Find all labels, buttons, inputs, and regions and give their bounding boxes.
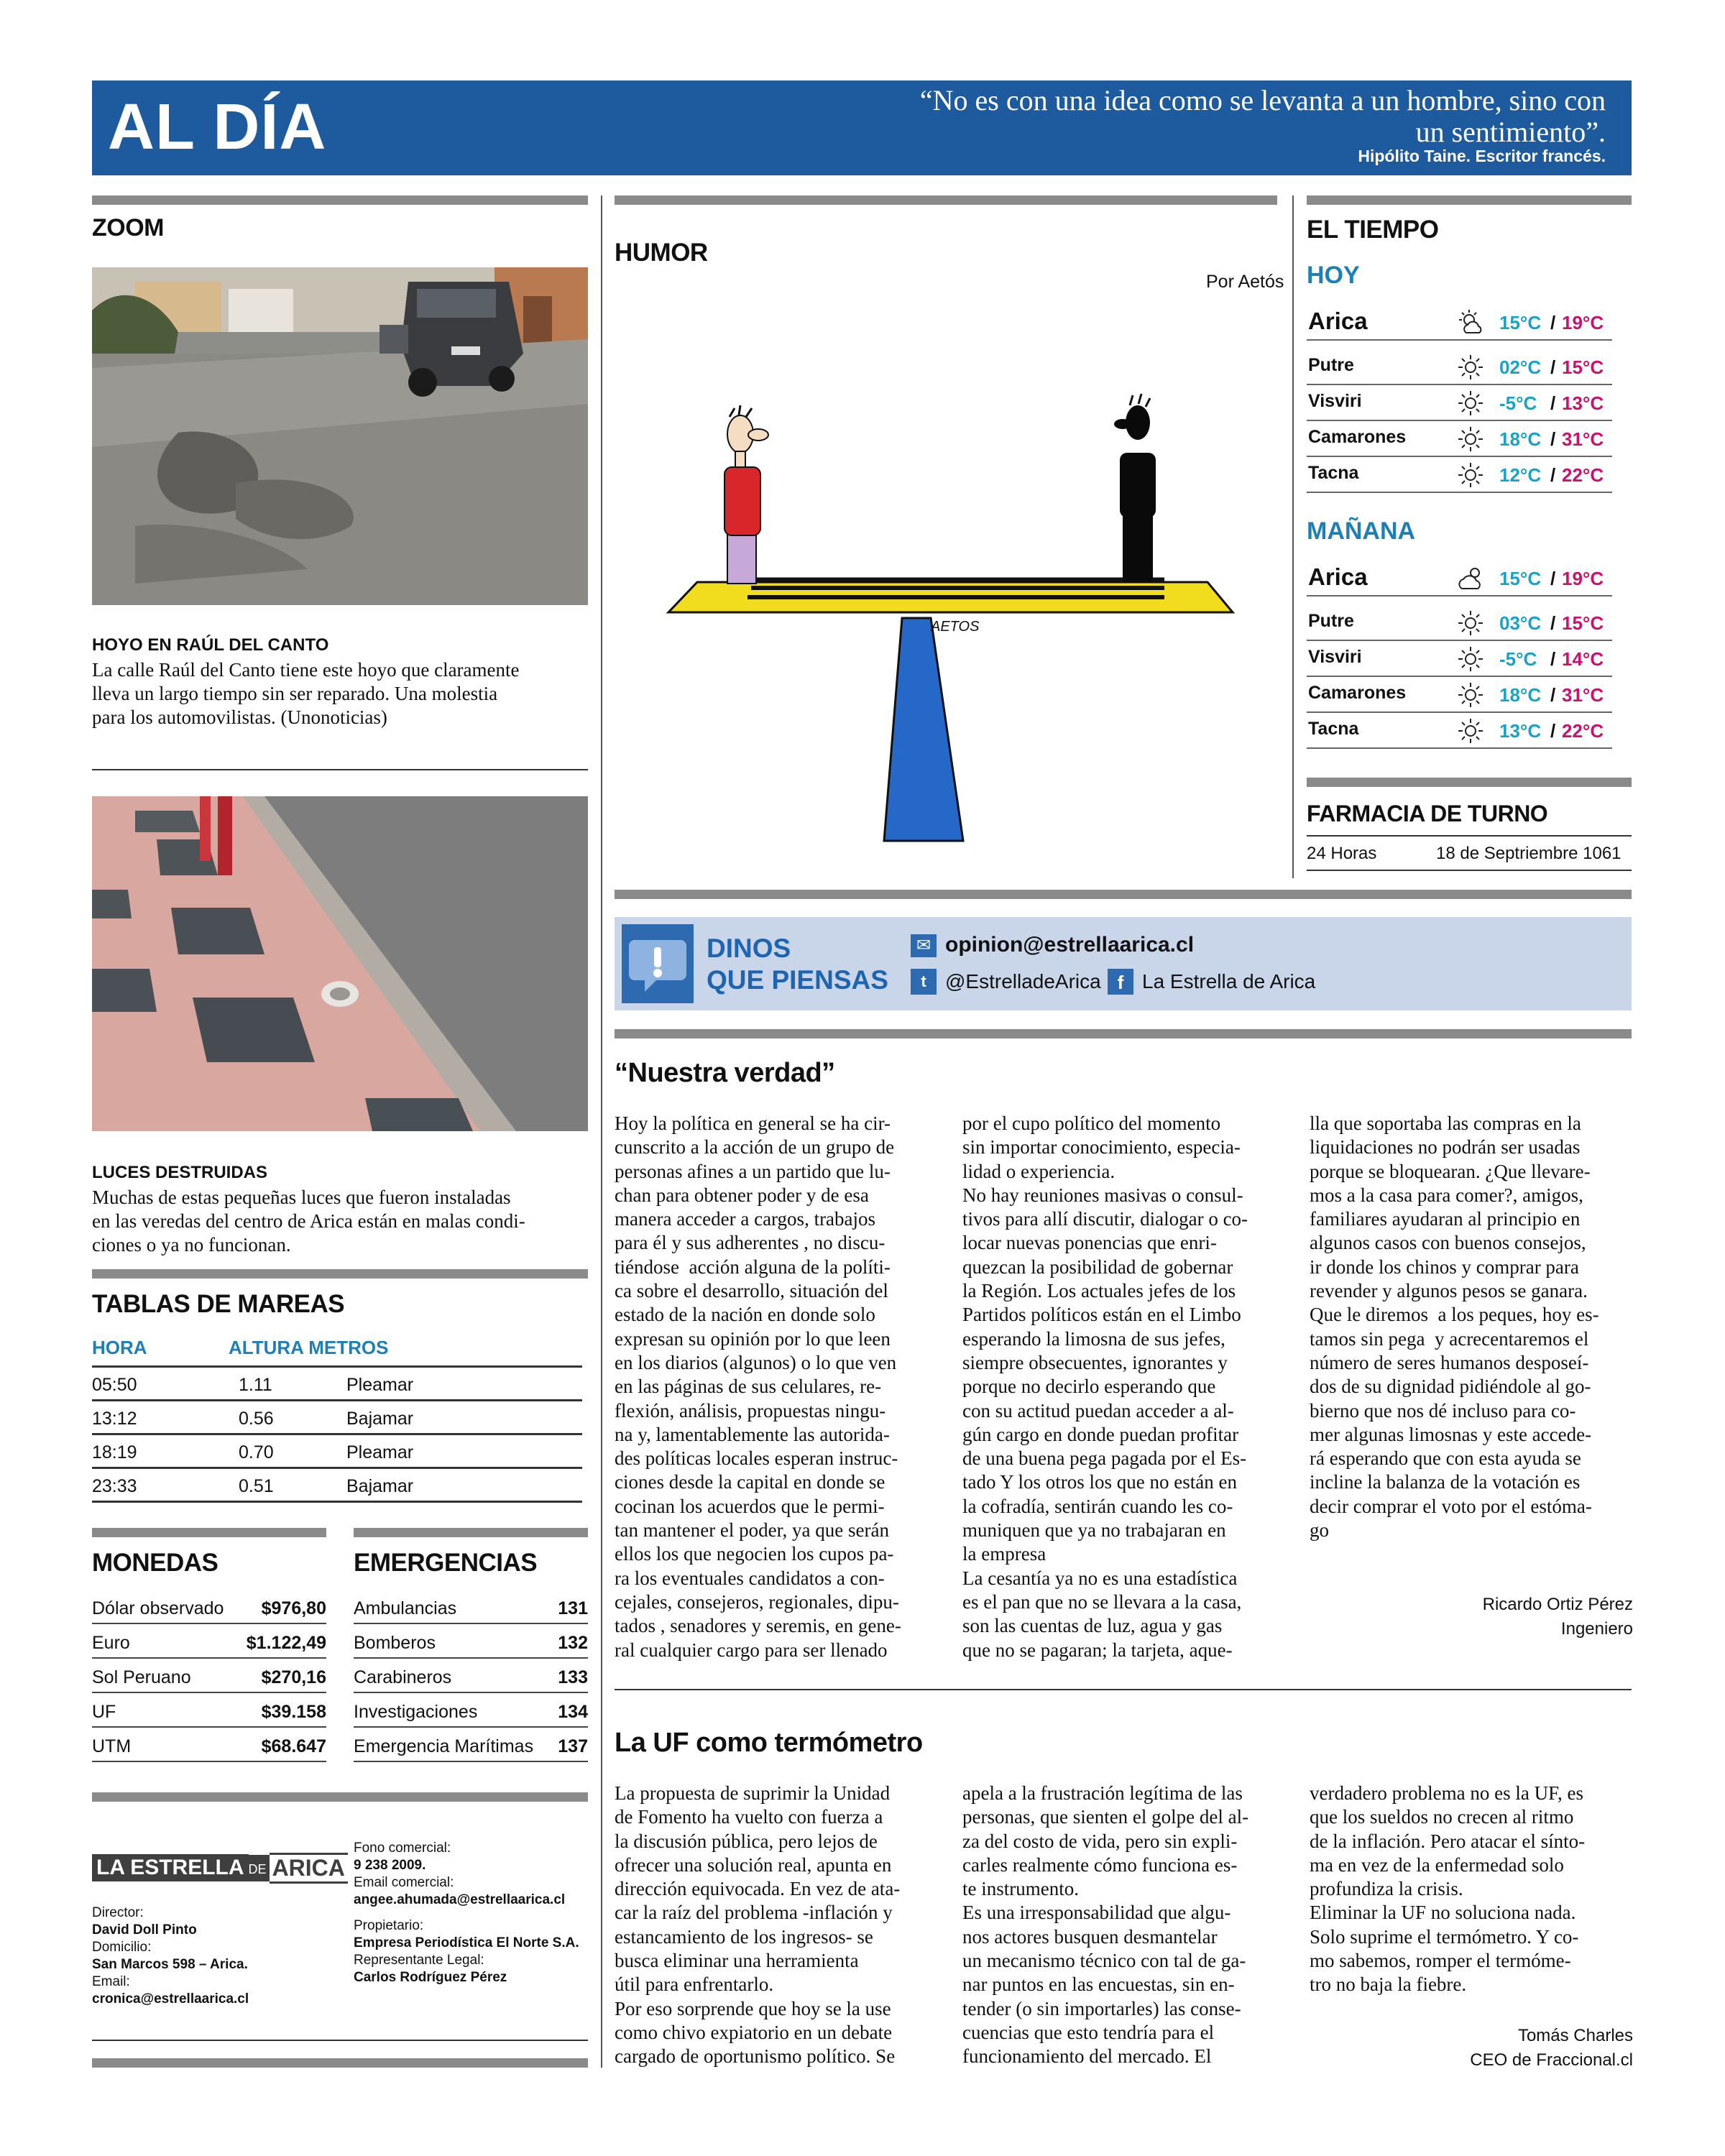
weather-city: Tacna [1308, 719, 1359, 739]
text-line: muniquen que ya no trabajaran en [962, 1519, 1226, 1542]
divider [92, 195, 588, 205]
dinos-email[interactable]: opinion@estrellaarica.cl [945, 933, 1195, 957]
text-line: expresan su opinión por lo que leen [615, 1327, 891, 1350]
text-line: dirección equivocada. En vez de ata- [615, 1878, 901, 1900]
text-line: gún cargo en donde puedan profitar [962, 1423, 1239, 1445]
text-line: estado de la nación en donde solo [615, 1304, 875, 1326]
divider [615, 1689, 1632, 1690]
weather-city: Arica [1308, 308, 1368, 334]
money-row: Sol Peruano $270,16 [92, 1659, 326, 1693]
divider [615, 1029, 1632, 1038]
tides-col-hora: HORA [92, 1337, 147, 1358]
text-line: personas afines a un partido que lu- [615, 1160, 891, 1182]
text-line: mos a la casa para comer?, amigos, [1310, 1184, 1583, 1206]
text-line: Es una irresponsabilidad que algu- [962, 1902, 1231, 1924]
masthead-right: Fono comercial: 9 238 2009. Email comercial: angee.ahumada@estrellaarica.cl Propietario: Empresa Periodística El Norte S.A. Representante Legal: Carlos Rodríguez Pérez [354, 1841, 579, 1985]
text-line: porque no decirlo esperando que [962, 1376, 1216, 1398]
weather-row [1307, 305, 1612, 341]
letter2-col1 [615, 1782, 900, 2069]
weather-city: Putre [1308, 611, 1354, 631]
text-line: Partidos políticos están en el Limbo [962, 1304, 1241, 1326]
section-header [92, 80, 1632, 175]
sun-icon [1456, 717, 1485, 745]
weather-city: Arica [1308, 563, 1368, 590]
temp-max: 22°C [1562, 464, 1604, 486]
divider [92, 2058, 588, 2068]
text-line: nos actores busquen desmantelar [962, 1925, 1218, 1948]
letter2-col3 [1310, 1782, 1585, 1997]
text-line: apela a la frustración legítima de las [962, 1782, 1243, 1804]
text-line: estancamiento de los ingresos- se [615, 1925, 873, 1948]
weather-city: Camarones [1308, 427, 1407, 447]
red-shirt-man [724, 405, 768, 584]
sun-icon [1456, 681, 1485, 709]
temp-separator: / [1550, 312, 1556, 333]
text-line: de una buena pega pagada por el Es- [962, 1447, 1247, 1470]
weather-row [1307, 561, 1612, 596]
tides-col-altura: ALTURA METROS [229, 1337, 389, 1358]
letter1-col1 [615, 1112, 901, 1662]
text-line: rá esperando que con esta ayuda se [1310, 1447, 1581, 1470]
emergencias-heading: EMERGENCIAS [354, 1549, 538, 1577]
text-line: número de seres humanos desposeí- [1310, 1351, 1589, 1373]
text-line: La propuesta de suprimir la Unidad [615, 1782, 891, 1804]
emergency-row: Investigaciones 134 [354, 1693, 588, 1728]
divider [354, 1528, 588, 1537]
temp-max: 31°C [1562, 428, 1604, 450]
temp-max: 15°C [1562, 356, 1604, 378]
sun-icon [1456, 353, 1485, 382]
zoom-photo-pothole [92, 267, 588, 605]
temp-min: 15°C [1499, 312, 1542, 333]
weather-city: Camarones [1308, 683, 1407, 703]
temp-max: 19°C [1562, 568, 1604, 589]
dinos-facebook[interactable]: La Estrella de Arica [1142, 970, 1316, 992]
temp-separator: / [1550, 684, 1556, 706]
temp-max: 13°C [1562, 392, 1604, 414]
text-line: busca eliminar una herramienta [615, 1950, 859, 1972]
temp-min: -5°C [1499, 648, 1537, 670]
monedas-heading: MONEDAS [92, 1549, 218, 1577]
money-row: UF $39.158 [92, 1693, 326, 1728]
text-line: incline la balanza de la votación es [1310, 1471, 1581, 1493]
text-line: tiéndose acción alguna de la políti- [615, 1256, 891, 1278]
text-line: tivos para allí discutir, dialogar o co- [962, 1208, 1248, 1230]
tide-row: 23:33 0.51 Bajamar [92, 1469, 582, 1503]
divider [1307, 778, 1632, 787]
temp-separator: / [1550, 648, 1556, 670]
weather-city: Visviri [1308, 647, 1362, 667]
text-line: ma en vez de la enfermedad solo [1310, 1853, 1564, 1876]
weather-row [1307, 713, 1612, 749]
text-line: la discusión pública, pero lejos de [615, 1830, 878, 1852]
text-line: Por eso sorprende que hoy se la use [615, 1997, 891, 2019]
text-line: son las cuentas de luz, agua y gas [962, 1615, 1223, 1637]
tide-row: 05:50 1.11 Pleamar [92, 1368, 582, 1401]
text-line: un mecanismo técnico con tal de ga- [962, 1950, 1246, 1972]
zoom-item2-title: LUCES DESTRUIDAS [92, 1163, 268, 1182]
text-line: chan para obtener poder y de esa [615, 1184, 869, 1206]
divider [1307, 870, 1632, 871]
text-line: nar puntos en las encuestas, sin en- [962, 1973, 1235, 1996]
column-rule [1292, 195, 1294, 878]
weather-heading: EL TIEMPO [1307, 216, 1439, 244]
temp-min: 02°C [1499, 356, 1542, 378]
zoom-item1-text: La calle Raúl del Canto tiene este hoyo que claramente lleva un largo tiempo sin ser reparado. Una molestia para los automovilistas. (Unonoticias) [92, 659, 520, 728]
divider [92, 1792, 588, 1802]
divider [92, 1528, 326, 1537]
tide-row: 13:12 0.56 Bajamar [92, 1401, 582, 1435]
letter1-signature: Ricardo Ortiz Pérez Ingeniero [1482, 1595, 1633, 1639]
text-line: cuencias que esto tendría para el [962, 2021, 1215, 2043]
text-line: personas, que sienten el golpe del al- [962, 1806, 1249, 1828]
cartoon-signature: AETOS [931, 619, 980, 635]
text-line: locar nuevas ponencias que enri- [962, 1232, 1217, 1254]
text-line: que los sueldos no crecen al ritmo [1310, 1806, 1574, 1828]
text-line: es el pan que no se llevara a la casa, [962, 1590, 1242, 1613]
shadow-man [1114, 394, 1156, 582]
temp-separator: / [1550, 356, 1556, 378]
text-line: ca sobre el desarrollo, situación del [615, 1280, 888, 1302]
pharmacy-hours: 24 Horas [1307, 844, 1377, 863]
text-line: quezcan la posibilidad de gobernar [962, 1256, 1233, 1278]
weather-row [1307, 457, 1612, 493]
weather-city: Tacna [1308, 463, 1359, 483]
text-line: car la raíz del problema -inflación y [615, 1902, 893, 1924]
column-rule [601, 195, 602, 2068]
temp-min: 12°C [1499, 464, 1542, 486]
emergency-row: Bomberos 132 [354, 1624, 588, 1659]
sun-icon [1456, 389, 1485, 418]
letter2-col2 [962, 1782, 1248, 2069]
text-line: go [1310, 1519, 1329, 1542]
letter1-col2 [962, 1112, 1248, 1662]
divider [615, 195, 1277, 205]
dinos-twitter[interactable]: @EstrelladeArica [945, 970, 1101, 992]
quote-line: “No es con una idea como se levanta a un hombre, sino con [919, 84, 1606, 116]
pharmacy-heading: FARMACIA DE TURNO [1307, 801, 1548, 826]
newspaper-logo: LA ESTRELLA DE ARICA [92, 1853, 348, 1883]
text-line: mo sabemos, romper el termóme- [1310, 1950, 1571, 1972]
text-line: ciones desde la capital en donde se [615, 1471, 886, 1493]
text-line: esperando la limosna de sus jefes, [962, 1327, 1225, 1350]
text-line: la empresa [962, 1543, 1046, 1565]
weather-city: Visviri [1308, 391, 1362, 411]
temp-separator: / [1550, 428, 1556, 450]
temp-separator: / [1550, 720, 1556, 742]
temp-max: 15°C [1562, 612, 1604, 634]
weather-row [1307, 349, 1612, 385]
temp-max: 19°C [1562, 312, 1604, 333]
cloudy-icon [1456, 564, 1485, 593]
zoom-photo-sidewalk [92, 796, 588, 1131]
text-line: des políticas locales esperan instruc- [615, 1447, 898, 1470]
tides-heading: TABLAS DE MAREAS [92, 1290, 345, 1318]
text-line: la cofradía, sentirán cuando les co- [962, 1495, 1233, 1517]
letter2-title: La UF como termómetro [615, 1728, 923, 1758]
temp-min: 03°C [1499, 612, 1542, 634]
text-line: ellos los que negocien los cupos pa- [615, 1543, 894, 1565]
text-line: la Región. Los actuales jefes de los [962, 1280, 1236, 1302]
text-line: manera acceder a cargos, trabajos [615, 1208, 876, 1230]
letter1-col3 [1310, 1112, 1599, 1542]
text-line: dos de su dignidad pidiéndole al go- [1310, 1376, 1591, 1398]
divider [92, 2040, 588, 2041]
money-row: UTM $68.647 [92, 1728, 326, 1762]
text-line: bierno que nos dé incluso para co- [1310, 1399, 1576, 1422]
text-line: porque se bloquearan. ¿Que llevare- [1310, 1160, 1591, 1182]
pharmacy-address: 18 de Septriembre 1061 [1436, 844, 1622, 863]
facebook-icon: f [1108, 969, 1133, 995]
zoom-item1-title: HOYO EN RAÚL DEL CANTO [92, 635, 329, 655]
temp-max: 22°C [1562, 720, 1604, 742]
mail-icon: ✉ [911, 934, 937, 957]
header-quote [779, 85, 1606, 148]
weather-row [1307, 421, 1612, 457]
text-line: ofrecer una solución real, apunta en [615, 1853, 892, 1876]
text-line: cunscrito a la acción de un grupo de [615, 1136, 895, 1158]
temp-separator: / [1550, 612, 1556, 634]
divider [92, 1269, 588, 1279]
weather-city: Putre [1308, 355, 1354, 375]
text-line: cocinan los acuerdos que le permi- [615, 1495, 885, 1517]
weather-row [1307, 385, 1612, 421]
text-line: Que le diremos a los peques, hoy es- [1310, 1304, 1599, 1326]
text-line: liquidaciones no podrán ser usadas [1310, 1136, 1581, 1158]
quote-line: un sentimiento”. [1415, 116, 1606, 148]
section-title: AL DÍA [108, 91, 327, 163]
text-line: tamos sin pega y acrecentaremos el [1310, 1327, 1589, 1350]
text-line: tro no baja la fiebre. [1310, 1973, 1467, 1996]
text-line: familiares ayudaran al principio en [1310, 1208, 1581, 1230]
sun-icon [1456, 609, 1485, 637]
text-line: na y, lamentablemente las autorida- [615, 1423, 890, 1445]
emergency-row: Carabineros 133 [354, 1659, 588, 1693]
text-line: cejales, consejeros, regionales, dipu- [615, 1590, 899, 1613]
zoom-heading: ZOOM [92, 214, 164, 241]
text-line: sin importar conocimiento, especia- [962, 1136, 1241, 1158]
weather-today-label: HOY [1307, 262, 1360, 289]
temp-max: 31°C [1562, 684, 1604, 706]
text-line: flexión, análisis, propuestas ningu- [615, 1399, 886, 1422]
letter2-signature: Tomás Charles CEO de Fraccional.cl [1470, 2026, 1633, 2070]
text-line: en los diarios (algunos) o lo que ven [615, 1351, 897, 1373]
sun-icon [1456, 461, 1485, 489]
zoom-item2-text: Muchas de estas pequeñas luces que fueron instaladas en las veredas del centro de Arica están en malas condi- ciones o ya no funcionan. [92, 1187, 525, 1256]
temp-min: -5°C [1499, 392, 1537, 414]
money-row: Dólar observado $976,80 [92, 1590, 326, 1624]
temp-max: 14°C [1562, 648, 1604, 670]
temp-separator: / [1550, 392, 1556, 414]
text-line: decir comprar el voto por el estóma- [1310, 1495, 1592, 1517]
divider [1307, 195, 1632, 205]
humor-cartoon [647, 359, 1251, 855]
weather-row [1307, 605, 1612, 641]
temp-min: 15°C [1499, 568, 1542, 589]
humor-heading: HUMOR [615, 239, 708, 267]
temp-separator: / [1550, 568, 1556, 589]
text-line: mer algunas limosnas y este accede- [1310, 1423, 1592, 1445]
temp-separator: / [1550, 464, 1556, 486]
text-line: tado Y los otros los que no están en [962, 1471, 1237, 1493]
text-line: tan mantener el poder, ya que serán [615, 1519, 889, 1542]
text-line: por el cupo político del momento [962, 1112, 1221, 1134]
text-line: de Fomento ha vuelto con fuerza a [615, 1806, 883, 1828]
text-line: algunos casos con buenos consejos, [1310, 1232, 1586, 1254]
text-line: que no se pagaran; la tarjeta, aque- [962, 1639, 1233, 1661]
text-line: te instrumento. [962, 1878, 1079, 1900]
text-line: profundiza la crisis. [1310, 1878, 1463, 1900]
humor-byline: Por Aetós [1206, 272, 1284, 292]
dinos-title: DINOS QUE PIENSAS [707, 934, 888, 995]
dinos-banner [615, 917, 1632, 1010]
weather-row [1307, 641, 1612, 677]
text-line: Solo suprime el termómetro. Y co- [1310, 1925, 1579, 1948]
text-line: Eliminar la UF no soluciona nada. [1310, 1902, 1576, 1924]
tide-row: 18:19 0.70 Pleamar [92, 1435, 582, 1469]
text-line: La cesantía ya no es una estadística [962, 1567, 1238, 1589]
weather-row [1307, 677, 1612, 713]
text-line: verdadero problema no es la UF, es [1310, 1782, 1583, 1804]
text-line: funcionamiento del mercado. El [962, 2045, 1212, 2068]
text-line: siempre obsecuentes, ignorantes y [962, 1351, 1228, 1373]
sun-icon [1456, 645, 1485, 673]
text-line: carles realmente cómo funciona es- [962, 1853, 1238, 1876]
sun-icon [1456, 425, 1485, 453]
text-line: tados , senadores y seremis, en gene- [615, 1615, 901, 1637]
text-line: No hay reuniones masivas o consul- [962, 1184, 1243, 1206]
text-line: ir donde los chinos y comprar para [1310, 1256, 1579, 1278]
text-line: Hoy la política en general se ha cir- [615, 1112, 891, 1134]
emergency-row: Ambulancias 131 [354, 1590, 588, 1624]
text-line: útil para enfrentarlo. [615, 1973, 774, 1996]
text-line: revender y algunos pesos se ganara. [1310, 1280, 1588, 1302]
letter1-title: “Nuestra verdad” [615, 1058, 835, 1088]
weather-tomorrow-label: MAÑANA [1307, 517, 1416, 545]
masthead-left: Director: David Doll Pinto Domicilio: San Marcos 598 – Arica. Email: cronica@estrellaarica.cl [92, 1905, 249, 2007]
emergency-row: Emergencia Marítimas 137 [354, 1728, 588, 1762]
quote-author: Hipólito Taine. Escritor francés. [1358, 147, 1606, 165]
text-line: tender (o sin importarles) las conse- [962, 1997, 1241, 2019]
divider [615, 890, 1632, 899]
temp-min: 13°C [1499, 720, 1542, 742]
text-line: de la inflación. Pero atacar el sínto- [1310, 1830, 1586, 1852]
text-line: con su actitud puedan acceder a al- [962, 1399, 1234, 1422]
text-line: en las páginas de sus celulares, re- [615, 1376, 882, 1398]
text-line: para él y sus adherentes , no discu- [615, 1232, 886, 1254]
divider [92, 769, 588, 770]
divider [1307, 835, 1632, 837]
text-line: za del costo de vida, pero sin expli- [962, 1830, 1238, 1852]
partly-sunny-icon [1456, 308, 1485, 337]
text-line: ra los eventuales candidatos a con- [615, 1567, 885, 1589]
text-line: lla que soportaba las compras en la [1310, 1112, 1581, 1134]
temp-min: 18°C [1499, 428, 1542, 450]
text-line: ral cualquier cargo para ser llenado [615, 1639, 888, 1661]
text-line: cargado de oportunismo político. Se [615, 2045, 896, 2068]
exclamation-icon [622, 924, 694, 1003]
text-line: como chivo expiatorio en un debate [615, 2021, 893, 2043]
temp-min: 18°C [1499, 684, 1542, 706]
twitter-icon: t [911, 969, 937, 995]
text-line: lidad o experiencia. [962, 1160, 1116, 1182]
money-row: Euro $1.122,49 [92, 1624, 326, 1659]
